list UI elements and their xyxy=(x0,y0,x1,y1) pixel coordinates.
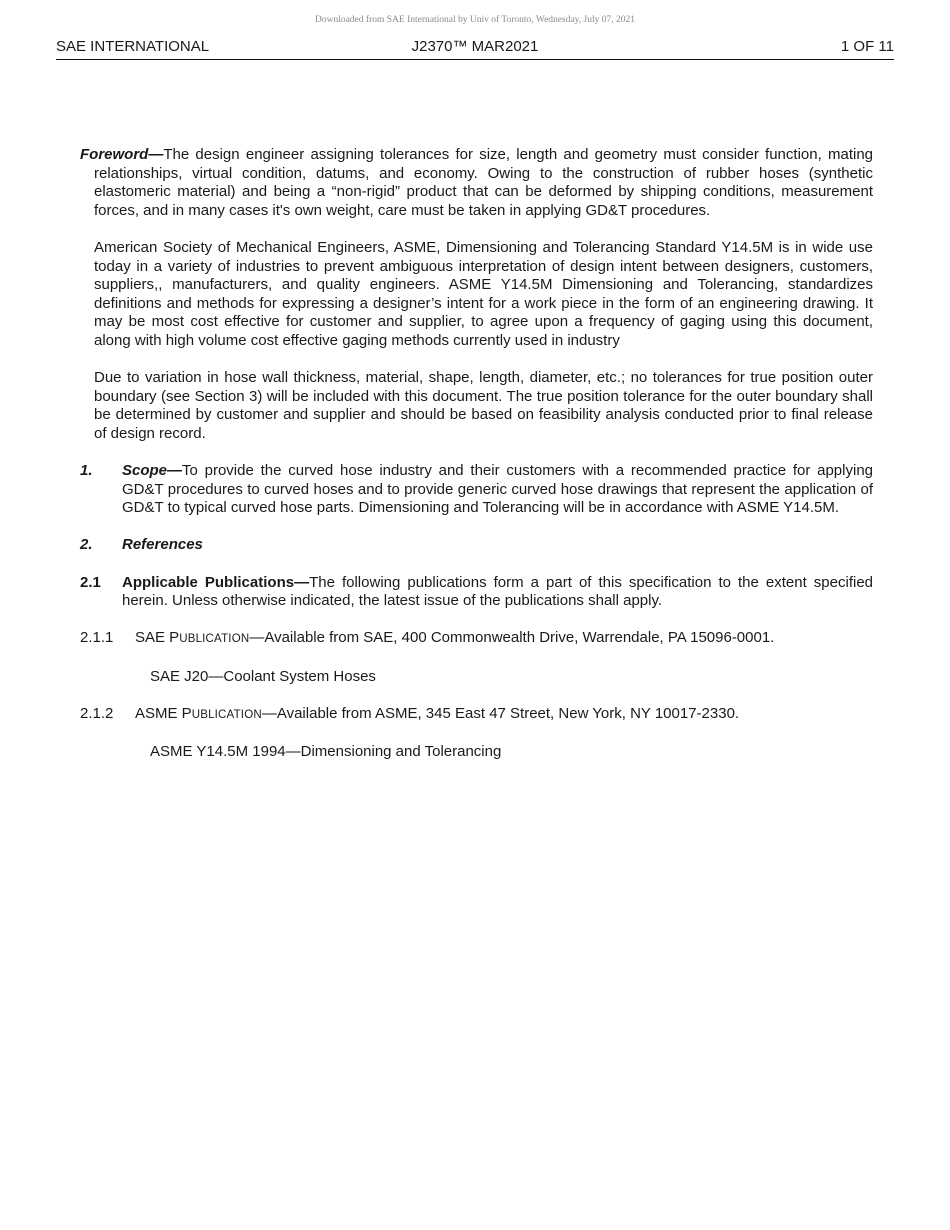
sae-pub-number: 2.1.1 xyxy=(80,629,114,647)
scope-label: Scope— xyxy=(122,462,183,480)
asme-pub-number: 2.1.2 xyxy=(80,704,114,722)
applicable-number: 2.1 xyxy=(80,573,101,591)
references-heading: References xyxy=(122,536,203,554)
section-asme-publication xyxy=(80,705,873,725)
applicable-body xyxy=(122,574,873,611)
header-publisher: SAE INTERNATIONAL xyxy=(56,38,210,55)
header-page-number: 1 OF 11 xyxy=(840,38,894,55)
applicable-label: Applicable Publications— xyxy=(122,573,310,591)
section-references xyxy=(80,536,873,555)
sae-pub-body xyxy=(135,629,774,649)
asme-pub-label-p: ASME P xyxy=(135,704,192,722)
sae-pub-label-rest: UBLICATION xyxy=(179,633,250,646)
scope-body xyxy=(122,462,873,518)
references-number: 2. xyxy=(80,536,93,554)
section-applicable-publications xyxy=(80,574,873,611)
section-sae-publication xyxy=(80,629,873,649)
asme-pub-label-rest: UBLICATION xyxy=(191,708,262,721)
applicable-text: The following publications form a part of this specification to the extent specified herein. Unless otherwise indicated, the latest issue of the publications shall apply. xyxy=(122,573,874,610)
foreword-paragraph-1 xyxy=(80,146,873,220)
header-document-id: J2370™ MAR2021 xyxy=(411,38,539,55)
section-scope xyxy=(80,462,873,518)
foreword-label: Foreword— xyxy=(80,146,164,163)
document-body xyxy=(80,146,873,762)
download-note: Downloaded from SAE International by Univ of Toronto, Wednesday, July 07, 2021 xyxy=(314,15,636,25)
foreword-paragraph-3: Due to variation in hose wall thickness, material, shape, length, diameter, etc.; no tolerances for true position outer boundary (see Section 3) will be included with this document. The true position tolerance for the outer boundary shall be determined by customer and supplier and should be based on feasibility analysis conducted prior to final release of design record. xyxy=(94,369,873,442)
asme-pub-body xyxy=(135,705,739,725)
sae-pub-label-p: SAE P xyxy=(135,629,180,647)
asme-pub-text: —Available from ASME, 345 East 47 Street, New York, NY 10017-2330. xyxy=(261,704,740,722)
scope-text: To provide the curved hose industry and their customers with a recommended practice for applying GD&T procedures to curved hoses and to provide generic curved hose drawings that represent the application of GD&T to typical curved hose parts. Dimensioning and Tolerancing will be in accordance with ASME Y14.5M. xyxy=(122,462,873,517)
asme-y145m-reference: ASME Y14.5M 1994—Dimensioning and Tolerancing xyxy=(150,743,502,760)
foreword-text-1: The design engineer assigning tolerances for size, length and geometry must consider function, mating relationships, virtual condition, datums, and economy. Owing to the construction of rubber hoses (synthetic elastomeric material) and being a “non-rigid” product that can be deformed by shipping conditions, measurement forces, and in many cases it's own weight, care must be taken in applying GD&T procedures. xyxy=(94,146,873,219)
page-header xyxy=(56,38,894,60)
scope-number: 1. xyxy=(80,462,93,480)
sae-pub-text: —Available from SAE, 400 Commonwealth Drive, Warrendale, PA 15096-0001. xyxy=(249,629,775,647)
foreword-paragraph-2: American Society of Mechanical Engineers, ASME, Dimensioning and Tolerancing Standard Y14.5M is in wide use today in a variety of industries to prevent ambiguous interpretation of design intent between designers, customers, suppliers,, manufacturers, and quality engineers. ASME Y14.5M Dimensioning and Tolerancing, standardizes definitions and methods for expressing a designer’s intent for a work piece in the form of an engineering drawing. It may be most cost effective for customer and supplier, to agree upon a frequency of gaging using this document, along with high volume cost effective gaging methods currently used in industry xyxy=(94,238,873,349)
sae-j20-reference: SAE J20—Coolant System Hoses xyxy=(150,667,376,685)
